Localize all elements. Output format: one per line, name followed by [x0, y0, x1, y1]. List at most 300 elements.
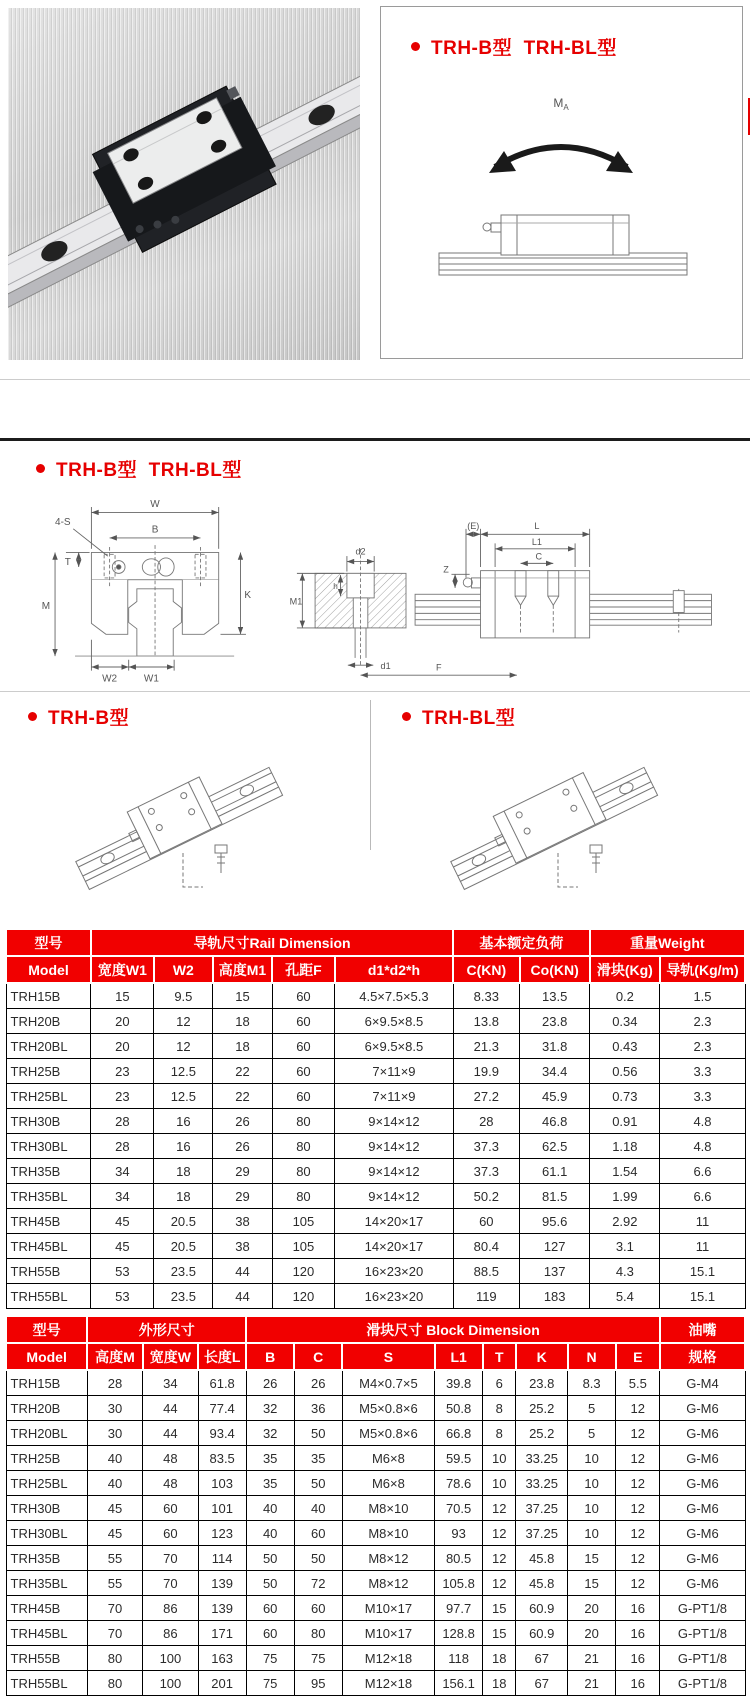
table-cell: G-M6 — [660, 1521, 745, 1546]
col-header: 导轨(Kg/m) — [660, 956, 745, 983]
table-cell: 44 — [143, 1421, 198, 1446]
table-cell: 50 — [294, 1546, 342, 1571]
table-cell: 28 — [87, 1370, 142, 1396]
table-cell: 163 — [198, 1646, 246, 1671]
table-cell: TRH45B — [6, 1209, 91, 1234]
table-cell: 1.18 — [590, 1134, 660, 1159]
table-cell: 15.1 — [660, 1259, 745, 1284]
table-cell: 22 — [213, 1059, 272, 1084]
table-cell: 16×23×20 — [335, 1259, 453, 1284]
table-cell: 4.8 — [660, 1109, 745, 1134]
side-section-drawing — [266, 487, 746, 687]
table-cell: 12 — [616, 1546, 660, 1571]
table-cell: 3.3 — [660, 1059, 745, 1084]
table-cell: 27.2 — [453, 1084, 520, 1109]
table-cell: 18 — [213, 1034, 272, 1059]
table-cell: 67 — [516, 1671, 568, 1696]
col-header: 宽度W1 — [91, 956, 154, 983]
table-cell: TRH55B — [6, 1646, 87, 1671]
col-header: Model — [6, 1343, 87, 1370]
table-cell: 20 — [91, 1009, 154, 1034]
table-cell: 37.25 — [516, 1496, 568, 1521]
group-header-rail-dimension: 导轨尺寸Rail Dimension — [91, 929, 453, 956]
table-cell: 93.4 — [198, 1421, 246, 1446]
table-cell: TRH55BL — [6, 1671, 87, 1696]
table-cell: 30 — [87, 1421, 142, 1446]
table-cell: TRH45BL — [6, 1234, 91, 1259]
table-cell: 128.8 — [435, 1621, 483, 1646]
table-cell: 80.5 — [435, 1546, 483, 1571]
table-cell: G-PT1/8 — [660, 1596, 745, 1621]
table-cell: 86 — [143, 1596, 198, 1621]
table-cell: 60 — [272, 1009, 335, 1034]
table-cell: 55 — [87, 1571, 142, 1596]
table-cell: 16 — [154, 1134, 213, 1159]
divider — [0, 691, 750, 692]
table-cell: G-M6 — [660, 1496, 745, 1521]
type-bl-title-row — [402, 703, 515, 730]
table-cell: 10 — [568, 1446, 616, 1471]
table-cell: 80 — [272, 1159, 335, 1184]
table-cell: 40 — [87, 1446, 142, 1471]
divider — [0, 379, 750, 380]
table-cell: 48 — [143, 1471, 198, 1496]
table-cell: 39.8 — [435, 1370, 483, 1396]
table-cell: TRH25B — [6, 1446, 87, 1471]
table-cell: 8 — [483, 1396, 516, 1421]
table-cell: 33.25 — [516, 1471, 568, 1496]
col-header: 高度M — [87, 1343, 142, 1370]
table-cell: 16 — [616, 1621, 660, 1646]
table-cell: 15 — [483, 1596, 516, 1621]
table-cell: 105 — [272, 1234, 335, 1259]
table-cell: 80 — [294, 1621, 342, 1646]
table-cell: 61.8 — [198, 1370, 246, 1396]
col-header: C — [294, 1343, 342, 1370]
table-cell: 10 — [568, 1496, 616, 1521]
table-cell: 32 — [246, 1396, 294, 1421]
col-header: 滑块(Kg) — [590, 956, 660, 983]
table-cell: 12.5 — [154, 1059, 213, 1084]
table-cell: 81.5 — [520, 1184, 590, 1209]
table-cell: 15 — [91, 983, 154, 1009]
table-cell: 20 — [568, 1596, 616, 1621]
group-header-grease-nipple: 油嘴 — [660, 1316, 745, 1343]
col-header: 宽度W — [143, 1343, 198, 1370]
product-photo — [8, 8, 360, 360]
table-cell: TRH55BL — [6, 1284, 91, 1309]
table-cell: 25.2 — [516, 1421, 568, 1446]
table-cell: 6×9.5×8.5 — [335, 1009, 453, 1034]
block-dimension-table — [5, 1315, 746, 1696]
table-cell: 12 — [616, 1396, 660, 1421]
table-cell: 62.5 — [520, 1134, 590, 1159]
table-cell: 60 — [143, 1496, 198, 1521]
table-cell: 9.5 — [154, 983, 213, 1009]
table-cell: 34 — [91, 1159, 154, 1184]
col-header: S — [342, 1343, 434, 1370]
bullet-icon — [402, 712, 411, 721]
table-cell: TRH45BL — [6, 1621, 87, 1646]
table-row — [6, 1621, 745, 1646]
table-cell: 29 — [213, 1184, 272, 1209]
table-cell: 11 — [660, 1234, 745, 1259]
table-cell: 8.33 — [453, 983, 520, 1009]
table-cell: 19.9 — [453, 1059, 520, 1084]
table-row — [6, 1396, 745, 1421]
svg-text:d1: d1 — [380, 660, 391, 671]
type-bl-title: TRH-BL型 — [422, 708, 516, 729]
table-cell: 45 — [91, 1234, 154, 1259]
table-cell: 60 — [453, 1209, 520, 1234]
svg-text:K: K — [244, 589, 252, 601]
table-cell: 201 — [198, 1671, 246, 1696]
table-cell: 12 — [616, 1571, 660, 1596]
type-b-illustration — [55, 733, 305, 908]
table-cell: 60 — [272, 1059, 335, 1084]
table-cell: TRH25BL — [6, 1084, 91, 1109]
table-cell: M8×12 — [342, 1571, 434, 1596]
group-header-load-rating: 基本额定负荷 — [453, 929, 590, 956]
table-cell: 44 — [213, 1284, 272, 1309]
table-cell: TRH45B — [6, 1596, 87, 1621]
table-cell: G-M6 — [660, 1471, 745, 1496]
table-cell: 5 — [568, 1421, 616, 1446]
table-cell: 105.8 — [435, 1571, 483, 1596]
table-cell: 1.99 — [590, 1184, 660, 1209]
table-cell: 127 — [520, 1234, 590, 1259]
table-cell: 53 — [91, 1259, 154, 1284]
table-cell: 26 — [213, 1109, 272, 1134]
table-cell: 40 — [246, 1496, 294, 1521]
table-cell: 20.5 — [154, 1234, 213, 1259]
table-row — [6, 1496, 745, 1521]
table-cell: 75 — [294, 1646, 342, 1671]
table-cell: 26 — [294, 1370, 342, 1396]
col-header: d1*d2*h — [335, 956, 453, 983]
table-cell: 23 — [91, 1084, 154, 1109]
table-row — [6, 1059, 745, 1084]
table-cell: 118 — [435, 1646, 483, 1671]
rail-dimension-table — [5, 928, 746, 1309]
col-header: Co(KN) — [520, 956, 590, 983]
table-cell: 30 — [87, 1396, 142, 1421]
group-header-weight: 重量Weight — [590, 929, 745, 956]
table-row — [6, 1234, 745, 1259]
table-cell: 171 — [198, 1621, 246, 1646]
table-cell: 12 — [616, 1521, 660, 1546]
table-cell: 18 — [154, 1159, 213, 1184]
table-cell: M6×8 — [342, 1471, 434, 1496]
table-cell: 70.5 — [435, 1496, 483, 1521]
table-cell: M5×0.8×6 — [342, 1421, 434, 1446]
table-cell: 120 — [272, 1259, 335, 1284]
table-cell: 78.6 — [435, 1471, 483, 1496]
group-header-block-dimension: 滑块尺寸 Block Dimension — [246, 1316, 660, 1343]
table-row — [6, 1259, 745, 1284]
table-cell: 60 — [294, 1596, 342, 1621]
table-cell: 3.1 — [590, 1234, 660, 1259]
table-cell: 33.25 — [516, 1446, 568, 1471]
table-cell: 60 — [246, 1621, 294, 1646]
table-cell: 4.3 — [590, 1259, 660, 1284]
col-header: T — [483, 1343, 516, 1370]
table-cell: TRH35B — [6, 1546, 87, 1571]
table-cell: M8×10 — [342, 1496, 434, 1521]
table-cell: TRH20BL — [6, 1034, 91, 1059]
table-cell: M4×0.7×5 — [342, 1370, 434, 1396]
table-cell: 9×14×12 — [335, 1109, 453, 1134]
table-cell: 61.1 — [520, 1159, 590, 1184]
table-cell: 70 — [87, 1621, 142, 1646]
table-cell: 28 — [453, 1109, 520, 1134]
table-cell: TRH55B — [6, 1259, 91, 1284]
table-cell: G-M6 — [660, 1396, 745, 1421]
table-cell: 183 — [520, 1284, 590, 1309]
table-cell: 60 — [246, 1596, 294, 1621]
table-cell: 5.5 — [616, 1370, 660, 1396]
svg-text:M: M — [41, 600, 51, 612]
table-cell: 70 — [143, 1571, 198, 1596]
table-cell: 6.6 — [660, 1159, 745, 1184]
table-cell: TRH25B — [6, 1059, 91, 1084]
table-cell: 35 — [246, 1446, 294, 1471]
table-cell: 8 — [483, 1421, 516, 1446]
table-cell: 4.5×7.5×5.3 — [335, 983, 453, 1009]
table-cell: 34 — [91, 1184, 154, 1209]
drawings-title: TRH-B型 TRH-BL型 — [56, 460, 242, 481]
table-cell: M10×17 — [342, 1621, 434, 1646]
section-divider — [0, 438, 750, 441]
table-cell: M5×0.8×6 — [342, 1396, 434, 1421]
table-cell: 100 — [143, 1646, 198, 1671]
col-header: B — [246, 1343, 294, 1370]
table-cell: 66.8 — [435, 1421, 483, 1446]
table-row — [6, 1571, 745, 1596]
table-cell: M8×10 — [342, 1521, 434, 1546]
table-cell: 6 — [483, 1370, 516, 1396]
table-cell: G-M6 — [660, 1571, 745, 1596]
table-cell: 0.2 — [590, 983, 660, 1009]
svg-text:Z: Z — [443, 564, 449, 575]
col-header: C(KN) — [453, 956, 520, 983]
type-bl-illustration — [430, 733, 680, 908]
table-cell: 35 — [294, 1446, 342, 1471]
table-cell: G-M6 — [660, 1421, 745, 1446]
table-cell: 31.8 — [520, 1034, 590, 1059]
table-cell: 32 — [246, 1421, 294, 1446]
svg-text:W1: W1 — [143, 673, 159, 685]
col-header: 规格 — [660, 1343, 745, 1370]
table-cell: 12 — [616, 1446, 660, 1471]
table-row — [6, 1209, 745, 1234]
table-cell: 50 — [294, 1421, 342, 1446]
table-cell: 95 — [294, 1671, 342, 1696]
table-cell: 16×23×20 — [335, 1284, 453, 1309]
table-cell: TRH20B — [6, 1009, 91, 1034]
table-cell: 11 — [660, 1209, 745, 1234]
table-cell: G-PT1/8 — [660, 1621, 745, 1646]
table-cell: 114 — [198, 1546, 246, 1571]
table-cell: 16 — [616, 1671, 660, 1696]
table-cell: 12 — [483, 1546, 516, 1571]
table-cell: 37.25 — [516, 1521, 568, 1546]
table-cell: TRH35BL — [6, 1184, 91, 1209]
table-cell: 80 — [272, 1184, 335, 1209]
table-cell: 12 — [616, 1421, 660, 1446]
column-divider — [370, 700, 371, 850]
table-cell: M12×18 — [342, 1671, 434, 1696]
table-cell: 26 — [213, 1134, 272, 1159]
table-cell: 60.9 — [516, 1621, 568, 1646]
table-cell: 4.8 — [660, 1134, 745, 1159]
table-cell: 40 — [87, 1471, 142, 1496]
table-cell: 12 — [483, 1521, 516, 1546]
table-cell: 28 — [91, 1109, 154, 1134]
table-cell: 45 — [87, 1521, 142, 1546]
svg-text:h: h — [333, 581, 338, 591]
table-cell: 7×11×9 — [335, 1059, 453, 1084]
table-cell: 95.6 — [520, 1209, 590, 1234]
table-cell: 55 — [87, 1546, 142, 1571]
table-cell: 60 — [272, 1084, 335, 1109]
bullet-icon — [36, 464, 45, 473]
table-cell: TRH35BL — [6, 1571, 87, 1596]
table-cell: 45 — [91, 1209, 154, 1234]
col-header: K — [516, 1343, 568, 1370]
table-cell: 60 — [272, 983, 335, 1009]
table-cell: 15 — [568, 1571, 616, 1596]
table-row — [6, 983, 745, 1009]
overview-title: TRH-B型 TRH-BL型 — [431, 38, 617, 59]
table-cell: TRH30BL — [6, 1134, 91, 1159]
col-header: N — [568, 1343, 616, 1370]
table-cell: 137 — [520, 1259, 590, 1284]
table-cell: 40 — [246, 1521, 294, 1546]
table-cell: 10 — [483, 1471, 516, 1496]
table-cell: 0.73 — [590, 1084, 660, 1109]
table-row — [6, 1471, 745, 1496]
table-cell: 123 — [198, 1521, 246, 1546]
table-row — [6, 1109, 745, 1134]
table-cell: 0.91 — [590, 1109, 660, 1134]
table-cell: 21 — [568, 1671, 616, 1696]
table-cell: TRH30BL — [6, 1521, 87, 1546]
table-cell: 7×11×9 — [335, 1084, 453, 1109]
overview-title-row — [411, 33, 617, 60]
col-header: E — [616, 1343, 660, 1370]
table-cell: 105 — [272, 1209, 335, 1234]
table-cell: 20 — [91, 1034, 154, 1059]
table-cell: 1.54 — [590, 1159, 660, 1184]
table-cell: 75 — [246, 1671, 294, 1696]
table-cell: 21 — [568, 1646, 616, 1671]
table-cell: 15 — [213, 983, 272, 1009]
table-cell: 36 — [294, 1396, 342, 1421]
table-cell: 45 — [87, 1496, 142, 1521]
table-cell: 80 — [87, 1671, 142, 1696]
table-cell: 9×14×12 — [335, 1184, 453, 1209]
table-cell: 75 — [246, 1646, 294, 1671]
table-cell: 15 — [483, 1621, 516, 1646]
table-cell: 18 — [213, 1009, 272, 1034]
table-cell: 5.4 — [590, 1284, 660, 1309]
table-cell: 103 — [198, 1471, 246, 1496]
col-header: 长度L — [198, 1343, 246, 1370]
table-row — [6, 1421, 745, 1446]
table-cell: 2.3 — [660, 1009, 745, 1034]
table-cell: 35 — [246, 1471, 294, 1496]
table-cell: 29 — [213, 1159, 272, 1184]
table-cell: 22 — [213, 1084, 272, 1109]
svg-text:F: F — [435, 662, 442, 673]
table-cell: 25.2 — [516, 1396, 568, 1421]
table-cell: 23.5 — [154, 1259, 213, 1284]
table-cell: 77.4 — [198, 1396, 246, 1421]
table-cell: 60.9 — [516, 1596, 568, 1621]
table-cell: 15.1 — [660, 1284, 745, 1309]
table-cell: 80.4 — [453, 1234, 520, 1259]
table-cell: 70 — [87, 1596, 142, 1621]
svg-text:C: C — [535, 551, 543, 562]
table-cell: 3.3 — [660, 1084, 745, 1109]
table-cell: 26 — [246, 1370, 294, 1396]
table-cell: 101 — [198, 1496, 246, 1521]
table-cell: 12 — [616, 1496, 660, 1521]
svg-text:M1: M1 — [289, 596, 303, 607]
table-row — [6, 1034, 745, 1059]
table-cell: 83.5 — [198, 1446, 246, 1471]
table-cell: 44 — [143, 1396, 198, 1421]
table-cell: 80 — [272, 1109, 335, 1134]
table-cell: M8×12 — [342, 1546, 434, 1571]
table-row — [6, 1159, 745, 1184]
table-cell: 12 — [483, 1571, 516, 1596]
table-cell: 37.3 — [453, 1134, 520, 1159]
table-cell: TRH30B — [6, 1109, 91, 1134]
svg-text:d2: d2 — [355, 546, 366, 557]
table-cell: 14×20×17 — [335, 1209, 453, 1234]
svg-text:W: W — [150, 499, 160, 510]
moment-diagram — [409, 65, 714, 315]
table-row — [6, 1446, 745, 1471]
col-header: L1 — [435, 1343, 483, 1370]
table-cell: 50 — [246, 1546, 294, 1571]
overview-panel — [380, 6, 743, 359]
table-cell: 139 — [198, 1571, 246, 1596]
table-row — [6, 1646, 745, 1671]
table-cell: 59.5 — [435, 1446, 483, 1471]
table-cell: G-PT1/8 — [660, 1646, 745, 1671]
table-cell: G-M6 — [660, 1546, 745, 1571]
svg-text:MA: $M_A$ — [553, 96, 569, 112]
table-cell: 6×9.5×8.5 — [335, 1034, 453, 1059]
table-cell: 80 — [272, 1134, 335, 1159]
table-cell: 72 — [294, 1571, 342, 1596]
table-cell: 45.9 — [520, 1084, 590, 1109]
front-section-drawing — [28, 487, 263, 687]
table-cell: 20 — [568, 1621, 616, 1646]
table-cell: TRH35B — [6, 1159, 91, 1184]
svg-text:B: B — [151, 524, 159, 536]
table-cell: 60 — [143, 1521, 198, 1546]
type-b-title-row — [28, 703, 129, 730]
table-cell: 12 — [154, 1009, 213, 1034]
table-cell: 50.2 — [453, 1184, 520, 1209]
table-cell: 0.34 — [590, 1009, 660, 1034]
table-cell: 48 — [143, 1446, 198, 1471]
svg-text:T: T — [64, 557, 71, 569]
